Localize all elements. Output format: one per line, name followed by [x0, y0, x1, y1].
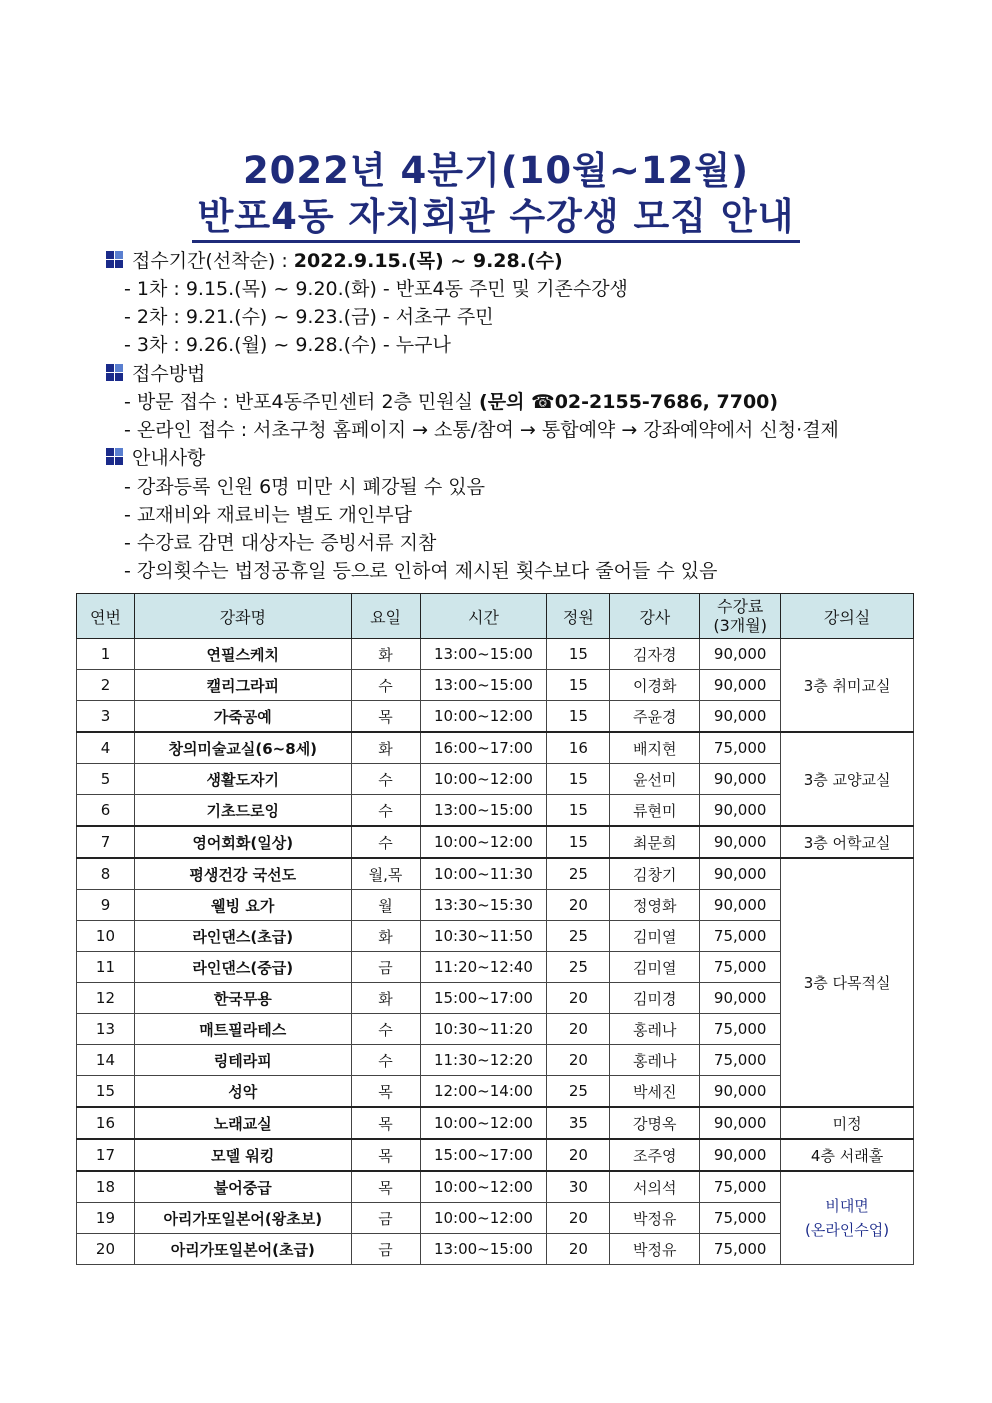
cell-fee: 90,000 [700, 764, 781, 795]
cell-capacity: 20 [547, 1203, 610, 1234]
cell-course: 기초드로잉 [134, 795, 351, 827]
cell-instructor: 조주영 [610, 1139, 700, 1171]
cell-instructor: 주윤경 [610, 701, 700, 733]
cell-fee: 90,000 [700, 795, 781, 827]
cell-no: 18 [77, 1171, 135, 1203]
cell-time: 12:00~14:00 [420, 1076, 547, 1108]
cell-time: 13:00~15:00 [420, 670, 547, 701]
cell-instructor: 배지현 [610, 732, 700, 764]
section-period [106, 246, 563, 273]
method-visit-text: - 방문 접수 : 반포4동주민센터 2층 민원실 [124, 391, 480, 413]
cell-course: 라인댄스(초급) [134, 921, 351, 952]
header-no: 연번 [77, 594, 135, 639]
cell-fee: 90,000 [700, 1107, 781, 1139]
header-fee: 수강료 (3개월) [700, 594, 781, 639]
cell-no: 10 [77, 921, 135, 952]
cell-time: 10:00~12:00 [420, 1107, 547, 1139]
cell-course: 링테라피 [134, 1045, 351, 1076]
cell-fee: 75,000 [700, 1234, 781, 1265]
cell-fee: 90,000 [700, 890, 781, 921]
cell-day: 화 [351, 983, 420, 1014]
cell-day: 화 [351, 639, 420, 670]
period-label: 접수기간(선착순) : [132, 250, 294, 272]
cell-time: 10:00~11:30 [420, 858, 547, 890]
cell-fee: 75,000 [700, 732, 781, 764]
cell-instructor: 강명옥 [610, 1107, 700, 1139]
notice-item-2: - 교재비와 재료비는 별도 개인부담 [124, 504, 412, 526]
cell-day: 목 [351, 1171, 420, 1203]
cell-time: 10:00~12:00 [420, 701, 547, 733]
method-contact: (문의 ☎02-2155-7686, 7700) [479, 391, 779, 413]
cell-no: 3 [77, 701, 135, 733]
cell-capacity: 20 [547, 983, 610, 1014]
cell-instructor: 이경화 [610, 670, 700, 701]
cell-no: 5 [77, 764, 135, 795]
cell-no: 6 [77, 795, 135, 827]
table-row [77, 826, 914, 858]
cell-fee: 90,000 [700, 1076, 781, 1108]
cell-fee: 75,000 [700, 1045, 781, 1076]
cell-course: 매트필라테스 [134, 1014, 351, 1045]
cell-room: 3층 취미교실 [781, 639, 914, 733]
cell-day: 수 [351, 670, 420, 701]
cell-time: 15:00~17:00 [420, 1139, 547, 1171]
cell-capacity: 35 [547, 1107, 610, 1139]
period-item-1: - 1차 : 9.15.(목) ~ 9.20.(화) - 반포4동 주민 및 기존수강생 [124, 278, 628, 300]
cell-course: 아리가또일본어(초급) [134, 1234, 351, 1265]
course-table [76, 593, 914, 1265]
cell-time: 11:30~12:20 [420, 1045, 547, 1076]
header-room: 강의실 [781, 594, 914, 639]
cell-instructor: 박정유 [610, 1234, 700, 1265]
notice-item-3: - 수강료 감면 대상자는 증빙서류 지참 [124, 532, 437, 554]
cell-time: 16:00~17:00 [420, 732, 547, 764]
cell-day: 목 [351, 1139, 420, 1171]
cell-capacity: 15 [547, 826, 610, 858]
header-capacity: 정원 [547, 594, 610, 639]
cell-time: 10:30~11:20 [420, 1014, 547, 1045]
cell-instructor: 홍레나 [610, 1045, 700, 1076]
square-bullet-icon [106, 448, 124, 466]
square-bullet-icon [106, 251, 124, 269]
cell-capacity: 15 [547, 670, 610, 701]
notice-item-1: - 강좌등록 인원 6명 미만 시 폐강될 수 있음 [124, 476, 485, 498]
cell-capacity: 30 [547, 1171, 610, 1203]
method-online: - 온라인 접수 : 서초구청 홈페이지 → 소통/참여 → 통합예약 → 강좌예약에서 신청·결제 [124, 419, 839, 441]
cell-capacity: 20 [547, 1139, 610, 1171]
table-row [77, 1107, 914, 1139]
method-label: 접수방법 [132, 363, 206, 385]
cell-instructor: 최문희 [610, 826, 700, 858]
period-value: 2022.9.15.(목) ~ 9.28.(수) [293, 250, 563, 272]
cell-day: 수 [351, 1045, 420, 1076]
cell-capacity: 20 [547, 1234, 610, 1265]
cell-instructor: 김미열 [610, 921, 700, 952]
cell-fee: 75,000 [700, 1014, 781, 1045]
period-item-2: - 2차 : 9.21.(수) ~ 9.23.(금) - 서초구 주민 [124, 306, 494, 328]
cell-day: 월,목 [351, 858, 420, 890]
cell-day: 수 [351, 764, 420, 795]
cell-time: 10:00~12:00 [420, 1171, 547, 1203]
cell-time: 10:00~12:00 [420, 826, 547, 858]
cell-course: 불어중급 [134, 1171, 351, 1203]
cell-room: 4층 서래홀 [781, 1139, 914, 1171]
cell-instructor: 류현미 [610, 795, 700, 827]
table-row [77, 639, 914, 670]
cell-instructor: 서의석 [610, 1171, 700, 1203]
cell-fee: 75,000 [700, 952, 781, 983]
cell-day: 수 [351, 1014, 420, 1045]
cell-time: 13:00~15:00 [420, 1234, 547, 1265]
cell-course: 모델 워킹 [134, 1139, 351, 1171]
table-row [77, 858, 914, 890]
cell-capacity: 25 [547, 1076, 610, 1108]
cell-course: 한국무용 [134, 983, 351, 1014]
cell-room: 미정 [781, 1107, 914, 1139]
cell-no: 13 [77, 1014, 135, 1045]
cell-day: 수 [351, 826, 420, 858]
cell-no: 16 [77, 1107, 135, 1139]
cell-instructor: 김창기 [610, 858, 700, 890]
cell-instructor: 윤선미 [610, 764, 700, 795]
header-time: 시간 [420, 594, 547, 639]
table-row [77, 1139, 914, 1171]
cell-course: 노래교실 [134, 1107, 351, 1139]
cell-course: 아리가또일본어(왕초보) [134, 1203, 351, 1234]
cell-course: 웰빙 요가 [134, 890, 351, 921]
cell-time: 10:00~12:00 [420, 764, 547, 795]
period-item-3: - 3차 : 9.26.(월) ~ 9.28.(수) - 누구나 [124, 334, 451, 356]
cell-no: 15 [77, 1076, 135, 1108]
cell-time: 10:30~11:50 [420, 921, 547, 952]
cell-fee: 90,000 [700, 1139, 781, 1171]
cell-no: 9 [77, 890, 135, 921]
cell-room: 비대면 (온라인수업) [781, 1171, 914, 1265]
cell-no: 8 [77, 858, 135, 890]
cell-no: 14 [77, 1045, 135, 1076]
header-course: 강좌명 [134, 594, 351, 639]
cell-course: 연필스케치 [134, 639, 351, 670]
notice-label: 안내사항 [132, 447, 206, 469]
cell-course: 창의미술교실(6~8세) [134, 732, 351, 764]
cell-instructor: 박정유 [610, 1203, 700, 1234]
cell-no: 17 [77, 1139, 135, 1171]
cell-fee: 90,000 [700, 826, 781, 858]
table-header-row [77, 594, 914, 639]
cell-instructor: 김미경 [610, 983, 700, 1014]
cell-no: 12 [77, 983, 135, 1014]
cell-capacity: 25 [547, 921, 610, 952]
cell-course: 생활도자기 [134, 764, 351, 795]
title-line2 [0, 186, 992, 240]
cell-course: 영어회화(일상) [134, 826, 351, 858]
cell-capacity: 25 [547, 952, 610, 983]
cell-capacity: 15 [547, 639, 610, 670]
header-day: 요일 [351, 594, 420, 639]
cell-time: 10:00~12:00 [420, 1203, 547, 1234]
cell-course: 가죽공예 [134, 701, 351, 733]
cell-time: 13:30~15:30 [420, 890, 547, 921]
cell-no: 4 [77, 732, 135, 764]
cell-no: 1 [77, 639, 135, 670]
table-row [77, 732, 914, 764]
cell-day: 목 [351, 1076, 420, 1108]
cell-capacity: 15 [547, 701, 610, 733]
cell-time: 15:00~17:00 [420, 983, 547, 1014]
cell-no: 2 [77, 670, 135, 701]
cell-day: 수 [351, 795, 420, 827]
cell-fee: 75,000 [700, 1171, 781, 1203]
cell-instructor: 김자경 [610, 639, 700, 670]
cell-capacity: 20 [547, 1014, 610, 1045]
notice-item-4: - 강의횟수는 법정공휴일 등으로 인하여 제시된 횟수보다 줄어들 수 있음 [124, 560, 718, 582]
cell-fee: 75,000 [700, 921, 781, 952]
cell-room: 3층 어학교실 [781, 826, 914, 858]
cell-room: 3층 다목적실 [781, 858, 914, 1107]
section-notice [106, 443, 205, 470]
cell-instructor: 박세진 [610, 1076, 700, 1108]
cell-day: 월 [351, 890, 420, 921]
cell-day: 금 [351, 1234, 420, 1265]
cell-capacity: 15 [547, 764, 610, 795]
cell-day: 목 [351, 1107, 420, 1139]
cell-fee: 90,000 [700, 858, 781, 890]
cell-fee: 90,000 [700, 670, 781, 701]
cell-fee: 90,000 [700, 639, 781, 670]
cell-capacity: 16 [547, 732, 610, 764]
cell-no: 20 [77, 1234, 135, 1265]
cell-time: 13:00~15:00 [420, 795, 547, 827]
cell-instructor: 정영화 [610, 890, 700, 921]
cell-course: 라인댄스(중급) [134, 952, 351, 983]
cell-instructor: 홍레나 [610, 1014, 700, 1045]
square-bullet-icon [106, 364, 124, 382]
cell-instructor: 김미열 [610, 952, 700, 983]
cell-capacity: 15 [547, 795, 610, 827]
cell-fee: 75,000 [700, 1203, 781, 1234]
method-visit [124, 387, 778, 414]
cell-capacity: 20 [547, 890, 610, 921]
cell-no: 19 [77, 1203, 135, 1234]
cell-course: 평생건강 국선도 [134, 858, 351, 890]
section-method [106, 359, 205, 386]
header-instructor: 강사 [610, 594, 700, 639]
cell-room: 3층 교양교실 [781, 732, 914, 826]
cell-no: 11 [77, 952, 135, 983]
cell-day: 화 [351, 921, 420, 952]
cell-time: 13:00~15:00 [420, 639, 547, 670]
cell-no: 7 [77, 826, 135, 858]
title-line2-text: 반포4동 자치회관 수강생 모집 안내 [192, 195, 801, 243]
cell-day: 화 [351, 732, 420, 764]
cell-fee: 90,000 [700, 701, 781, 733]
cell-fee: 90,000 [700, 983, 781, 1014]
title-line1: 2022년 4분기(10월~12월) [242, 149, 750, 192]
cell-day: 금 [351, 1203, 420, 1234]
cell-course: 성악 [134, 1076, 351, 1108]
table-row [77, 1171, 914, 1203]
cell-day: 금 [351, 952, 420, 983]
cell-capacity: 25 [547, 858, 610, 890]
cell-capacity: 20 [547, 1045, 610, 1076]
cell-day: 목 [351, 701, 420, 733]
cell-time: 11:20~12:40 [420, 952, 547, 983]
cell-course: 캘리그라피 [134, 670, 351, 701]
